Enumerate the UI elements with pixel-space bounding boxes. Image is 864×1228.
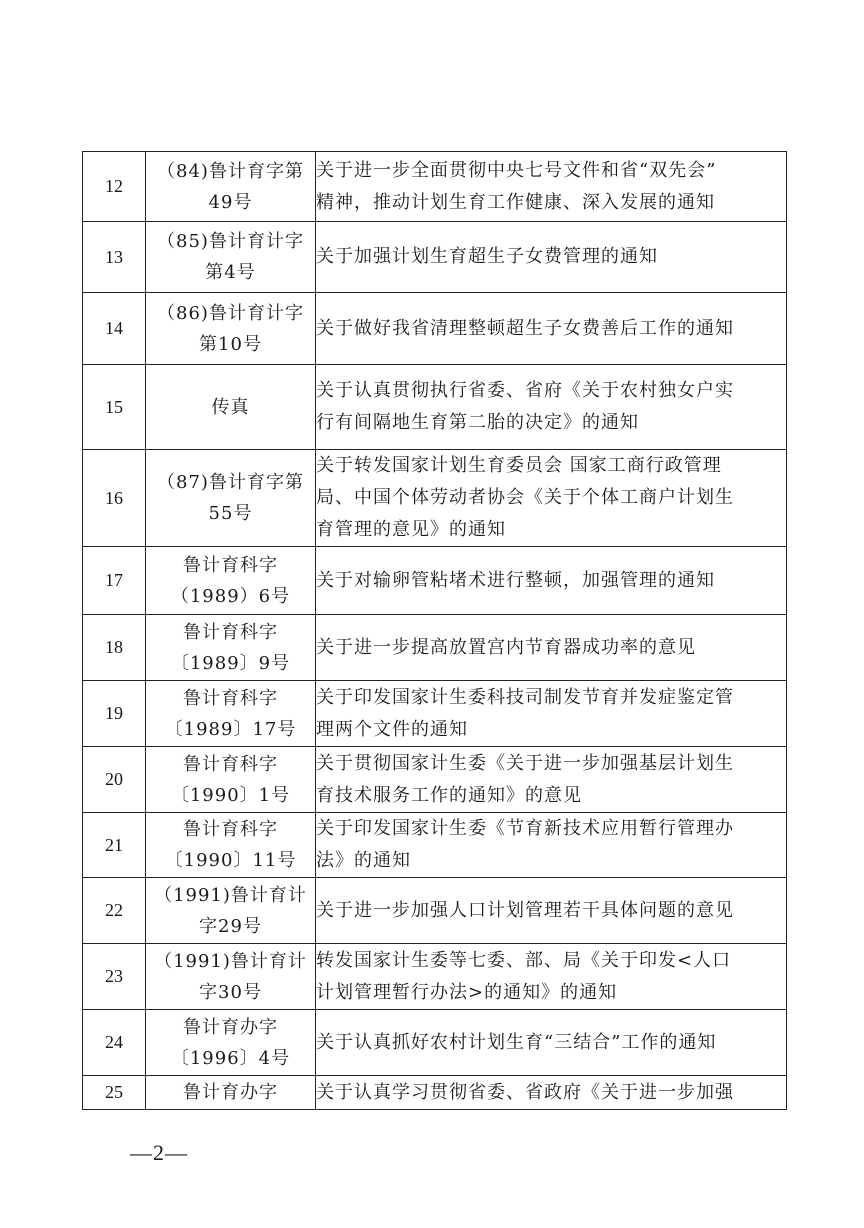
document-number: （1991)鲁计育计 字29号 xyxy=(146,878,316,944)
document-title: 关于认真贯彻执行省委、省府《关于农村独女户实 行有间隔地生育第二胎的决定》的通知 xyxy=(316,365,787,450)
row-number: 21 xyxy=(83,813,146,878)
document-title: 关于加强计划生育超生子女费管理的通知 xyxy=(316,222,787,293)
row-number: 13 xyxy=(83,222,146,293)
table-row xyxy=(83,878,787,944)
table-row xyxy=(83,293,787,365)
document-title: 关于做好我省清理整顿超生子女费善后工作的通知 xyxy=(316,293,787,365)
document-title: 关于进一步加强人口计划管理若干具体问题的意见 xyxy=(316,878,787,944)
document-title: 关于对输卵管粘堵术进行整顿，加强管理的通知 xyxy=(316,547,787,615)
document-number: （87)鲁计育字第 55号 xyxy=(146,450,316,547)
document-title: 关于进一步提高放置宫内节育器成功率的意见 xyxy=(316,615,787,681)
page-number: —2— xyxy=(130,1140,188,1165)
document-title: 关于转发国家计划生育委员会 国家工商行政管理 局、中国个体劳动者协会《关于个体工商户计划生 育管理的意见》的通知 xyxy=(316,450,787,547)
row-number: 18 xyxy=(83,615,146,681)
table-row xyxy=(83,944,787,1010)
document-title: 关于印发国家计生委科技司制发节育并发症鉴定管 理两个文件的通知 xyxy=(316,681,787,747)
table-row xyxy=(83,450,787,547)
table-row xyxy=(83,747,787,813)
document-title: 关于认真学习贯彻省委、省政府《关于进一步加强 xyxy=(316,1076,787,1110)
document-number: （85)鲁计育计字 第4号 xyxy=(146,222,316,293)
row-number: 14 xyxy=(83,293,146,365)
table-row xyxy=(83,813,787,878)
document-title: 关于认真抓好农村计划生育“三结合”工作的通知 xyxy=(316,1010,787,1076)
table-row xyxy=(83,1010,787,1076)
row-number: 15 xyxy=(83,365,146,450)
document-number: 鲁计育科字 〔1990〕1号 xyxy=(146,747,316,813)
document-title: 转发国家计生委等七委、部、局《关于印发<人口 计划管理暂行办法>的通知》的通知 xyxy=(316,944,787,1010)
row-number: 19 xyxy=(83,681,146,747)
row-number: 23 xyxy=(83,944,146,1010)
document-number: （1991)鲁计育计 字30号 xyxy=(146,944,316,1010)
table-row xyxy=(83,365,787,450)
document-title: 关于贯彻国家计生委《关于进一步加强基层计划生 育技术服务工作的通知》的意见 xyxy=(316,747,787,813)
table-row xyxy=(83,222,787,293)
document-number: 鲁计育科字 （1989）6号 xyxy=(146,547,316,615)
row-number: 16 xyxy=(83,450,146,547)
row-number: 22 xyxy=(83,878,146,944)
row-number: 12 xyxy=(83,152,146,222)
document-number: （86)鲁计育计字 第10号 xyxy=(146,293,316,365)
document-number: 鲁计育科字 〔1989〕17号 xyxy=(146,681,316,747)
document-number: 鲁计育办字 xyxy=(146,1076,316,1110)
table-row xyxy=(83,615,787,681)
table-row xyxy=(83,547,787,615)
table-row xyxy=(83,152,787,222)
document-number: 鲁计育科字 〔1989〕9号 xyxy=(146,615,316,681)
document-number: 传真 xyxy=(146,365,316,450)
document-number: （84)鲁计育字第 49号 xyxy=(146,152,316,222)
document-list-table xyxy=(82,151,787,1110)
document-number: 鲁计育办字 〔1996〕4号 xyxy=(146,1010,316,1076)
table-row xyxy=(83,681,787,747)
document-title: 关于进一步全面贯彻中央七号文件和省“双先会” 精神，推动计划生育工作健康、深入发展的通知 xyxy=(316,152,787,222)
row-number: 25 xyxy=(83,1076,146,1110)
document-title: 关于印发国家计生委《节育新技术应用暂行管理办 法》的通知 xyxy=(316,813,787,878)
row-number: 24 xyxy=(83,1010,146,1076)
row-number: 20 xyxy=(83,747,146,813)
row-number: 17 xyxy=(83,547,146,615)
table-row xyxy=(83,1076,787,1110)
document-number: 鲁计育科字 〔1990〕11号 xyxy=(146,813,316,878)
